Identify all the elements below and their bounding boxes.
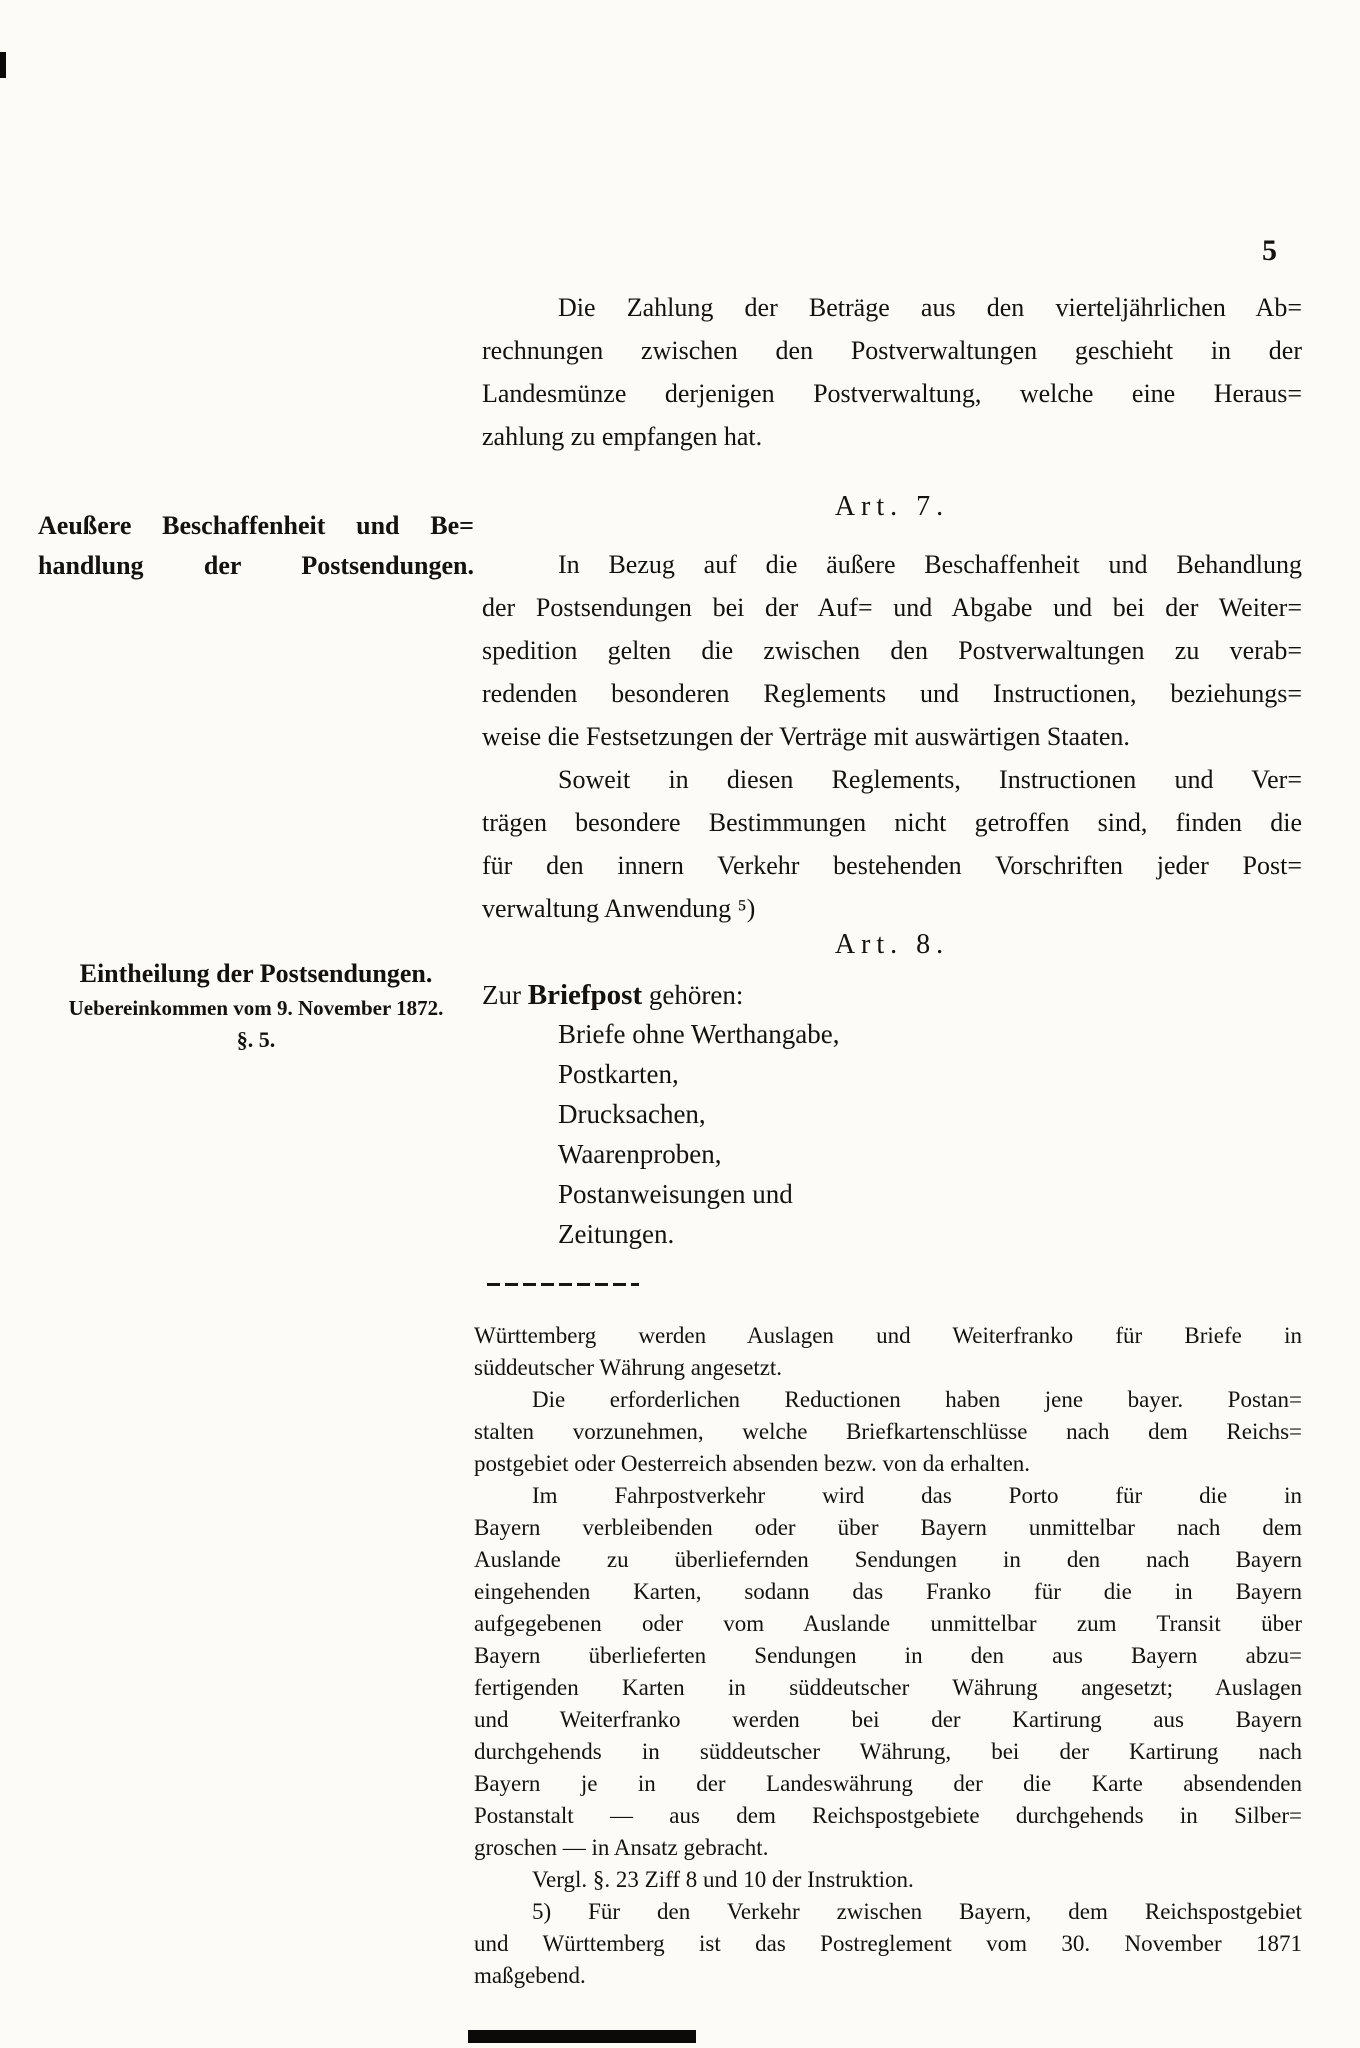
text-line: 5) Für den Verkehr zwischen Bayern, dem Reichspostgebiet	[532, 1899, 1302, 1924]
footnote	[474, 1320, 1302, 1992]
text-line: Bayern verbleibenden oder über Bayern unmittelbar nach dem	[474, 1515, 1302, 1540]
text-line: handlung der Postsendungen.	[38, 551, 474, 580]
margin-note-subtitle: Uebereinkommen vom 9. November 1872.	[68, 996, 444, 1020]
margin-note-aeussere-beschaffenheit	[38, 506, 474, 586]
briefpost-list	[558, 1014, 1158, 1254]
text-line: Die erforderlichen Reductionen haben jene bayer. Postan=	[532, 1387, 1302, 1412]
text-line: fertigenden Karten in süddeutscher Währung angesetzt; Auslagen	[474, 1675, 1302, 1700]
text-line: rechnungen zwischen den Postverwaltungen geschieht in der	[482, 336, 1302, 365]
text-line: stalten vorzunehmen, welche Briefkartenschlüsse nach dem Reichs=	[474, 1419, 1302, 1444]
text-line: zahlung zu empfangen hat.	[482, 422, 763, 451]
text-line: Vergl. §. 23 Ziff 8 und 10 der Instruktion.	[532, 1867, 914, 1892]
text-line: Postanstalt — aus dem Reichspostgebiete durchgehends in Silber=	[474, 1803, 1302, 1828]
text-line: spedition gelten die zwischen den Postverwaltungen zu verab=	[482, 636, 1302, 665]
intro-prefix: Zur	[482, 980, 528, 1010]
intro-emphasis-briefpost: Briefpost	[527, 979, 643, 1011]
text-line: Drucksachen,	[558, 1099, 706, 1129]
text-line: Württemberg werden Auslagen und Weiterfranko für Briefe in	[474, 1323, 1302, 1348]
text-line: redenden besonderen Reglements und Instructionen, beziehungs=	[482, 679, 1302, 708]
text-line: verwaltung Anwendung ⁵)	[482, 894, 756, 923]
text-line: postgebiet oder Oesterreich absenden bezw. von da erhalten.	[474, 1451, 1031, 1476]
text-line: Soweit in diesen Reglements, Instructionen und Ver=	[558, 765, 1302, 794]
scan-artifact-bottom-bar	[468, 2030, 696, 2043]
page-number: 5	[1262, 234, 1277, 267]
text-line: Landesmünze derjenigen Postverwaltung, welche eine Heraus=	[482, 379, 1302, 408]
text-line: durchgehends in süddeutscher Währung, bei der Kartirung nach	[474, 1739, 1302, 1764]
text-line: Aeußere Beschaffenheit und Be=	[38, 511, 474, 540]
scan-artifact-top-left	[0, 52, 6, 78]
text-line: Auslande zu überliefernden Sendungen in den nach Bayern	[474, 1547, 1302, 1572]
margin-note-title: Eintheilung der Postsendungen.	[79, 959, 433, 988]
text-line: Zeitungen.	[558, 1219, 675, 1249]
intro-suffix: gehören:	[642, 980, 744, 1010]
text-line: für den innern Verkehr bestehenden Vorschriften jeder Post=	[482, 851, 1302, 880]
text-line: weise die Festsetzungen der Verträge mit auswärtigen Staaten.	[482, 722, 1130, 751]
text-line: trägen besondere Bestimmungen nicht getroffen sind, finden die	[482, 808, 1302, 837]
text-line: Briefe ohne Werthangabe,	[558, 1019, 840, 1049]
text-line: maßgebend.	[474, 1963, 586, 1988]
text-line: eingehenden Karten, sodann das Franko für die in Bayern	[474, 1579, 1302, 1604]
text-line: aufgegebenen oder vom Auslande unmittelbar zum Transit über	[474, 1611, 1302, 1636]
text-line: Die Zahlung der Beträge aus den vierteljährlichen Ab=	[558, 293, 1302, 322]
margin-note-eintheilung	[38, 956, 474, 1056]
text-line: Bayern überlieferten Sendungen in den aus Bayern abzu=	[474, 1643, 1302, 1668]
text-line: der Postsendungen bei der Auf= und Abgabe und bei der Weiter=	[482, 593, 1302, 622]
text-line: groschen — in Ansatz gebracht.	[474, 1835, 769, 1860]
text-line: Bayern je in der Landeswährung der die Karte absendenden	[474, 1771, 1302, 1796]
article-7-heading: Art. 7.	[834, 491, 950, 522]
text-line: Im Fahrpostverkehr wird das Porto für die in	[532, 1483, 1302, 1508]
text-line: Waarenproben,	[558, 1139, 722, 1169]
text-line: süddeutscher Währung angesetzt.	[474, 1355, 783, 1380]
footnote-separator-rule	[487, 1283, 639, 1286]
text-line: und Weiterfranko werden bei der Kartirung aus Bayern	[474, 1707, 1302, 1732]
article-8-heading: Art. 8.	[834, 929, 950, 960]
article-7-paragraph-1	[482, 543, 1302, 758]
article-8-intro	[482, 975, 743, 1015]
article-7-paragraph-2	[482, 758, 1302, 930]
text-line: In Bezug auf die äußere Beschaffenheit und Behandlung	[558, 550, 1302, 579]
text-line: Postanweisungen und	[558, 1179, 793, 1209]
text-line: Postkarten,	[558, 1059, 679, 1089]
text-line: und Württemberg ist das Postreglement vom 30. November 1871	[474, 1931, 1302, 1956]
opening-paragraph	[482, 286, 1302, 458]
margin-note-section: §. 5.	[236, 1027, 276, 1052]
